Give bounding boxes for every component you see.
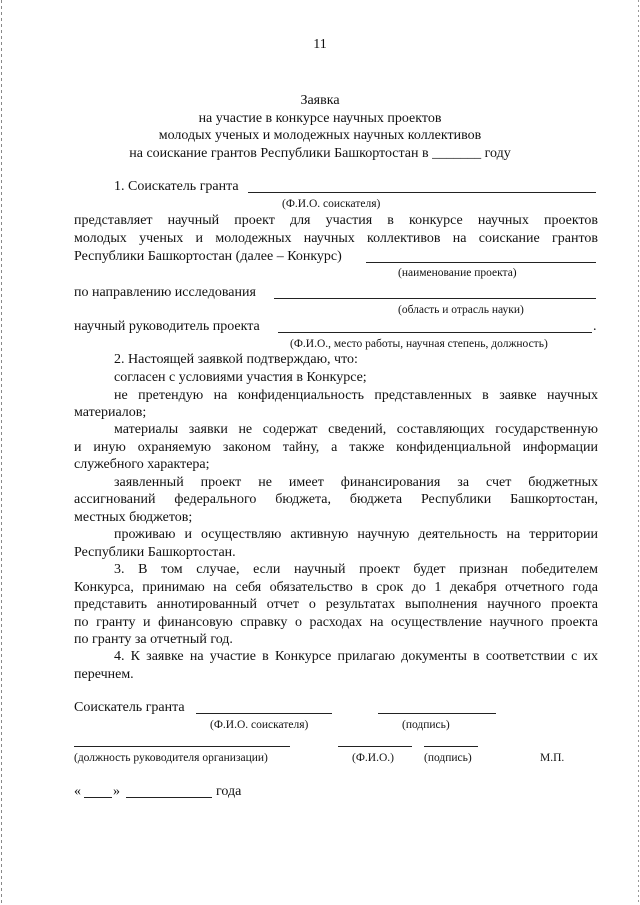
direction-label: по направлению исследования [74,285,256,300]
section2-secret-3: служебного характера; [74,457,210,472]
signature-applicant-name-line[interactable] [196,713,332,714]
supervisor-label: научный руководитель проекта [74,319,260,334]
section2-secret-2: и иную охраняемую законом тайну, а также конфиденциальной информации [74,440,598,455]
supervisor-line[interactable] [278,332,592,333]
signature-applicant-sign-line[interactable] [378,713,496,714]
heading-line-2: молодых ученых и молодежных научных коллективов [158,128,482,143]
section4-line-1: 4. К заявке на участие в Конкурсе прилагаю документы в соответствии с их [114,649,598,664]
head-name-line[interactable] [338,746,412,747]
applicant-label: 1. Соискатель гранта [114,179,239,194]
section3-line-3: представить аннотированный отчет о результатах выполнения научного проекта [74,597,598,612]
section2-claim-2: материалов; [74,405,147,420]
signature-applicant-sign-caption: (подпись) [402,719,450,731]
signature-applicant-label: Соискатель гранта [74,700,185,715]
head-position-caption: (должность руководителя организации) [74,752,268,764]
section1-line-3: Республики Башкортостан (далее – Конкурс) [74,249,342,264]
direction-line[interactable] [274,298,596,299]
supervisor-caption: (Ф.И.О., место работы, научная степень, должность) [290,338,548,350]
head-name-caption: (Ф.И.О.) [352,752,394,764]
section2-residence-1: проживаю и осуществляю активную научную деятельность на территории [114,527,598,542]
head-sign-caption: (подпись) [424,752,472,764]
section2-residence-2: Республики Башкортостан. [74,545,236,560]
section4-line-2: перечнем. [74,667,134,682]
section2-funding-2: ассигнований федерального бюджета, бюджета Республики Башкортостан, [74,492,598,507]
applicant-caption: (Ф.И.О. соискателя) [282,198,381,210]
signature-applicant-caption: (Ф.И.О. соискателя) [210,719,309,731]
date-close-quote: » [113,784,120,799]
section1-line-1: представляет научный проект для участия в конкурсе научных проектов [74,213,598,228]
project-caption: (наименование проекта) [398,267,517,279]
section2-agree: согласен с условиями участия в Конкурсе; [114,370,367,385]
section3-line-1: 3. В том случае, если научный проект будет признан победителем [114,562,598,577]
direction-caption: (область и отрасль науки) [398,304,524,316]
section1-line-2: молодых ученых и молодежных научных коллективов на соискание грантов [74,231,598,246]
project-name-line[interactable] [366,262,596,263]
date-year-label: года [216,784,242,799]
section2-claim-1: не претендую на конфиденциальность представленных в заявке научных [114,388,598,403]
date-open-quote: « [74,784,81,799]
section2-secret-1: материалы заявки не содержат сведений, составляющих государственную [114,422,598,437]
supervisor-end: . [593,319,597,334]
seal-mark: М.П. [540,752,565,764]
date-day-line[interactable] [84,797,112,798]
heading-line-1: на участие в конкурсе научных проектов [198,111,442,126]
date-month-line[interactable] [126,797,212,798]
document-title: Заявка [300,93,340,108]
section3-line-2: Конкурса, принимаю на себя обязательство в срок до 1 декабря отчетного года [74,580,598,595]
section3-line-5: по гранту за отчетный год. [74,632,233,647]
section2-funding-3: местных бюджетов; [74,510,193,525]
section2-funding-1: заявленный проект не имеет финансирования за счет бюджетных [114,475,598,490]
head-position-line[interactable] [74,746,290,747]
head-sign-line[interactable] [424,746,478,747]
section3-line-4: по гранту и финансовую справку о расходах на осуществление научного проекта [74,615,598,630]
heading-line-3: на соискание грантов Республики Башкортостан в _______ году [129,146,511,161]
applicant-name-line[interactable] [248,192,596,193]
page-number: 11 [313,37,327,52]
section2-intro: 2. Настоящей заявкой подтверждаю, что: [114,352,358,367]
